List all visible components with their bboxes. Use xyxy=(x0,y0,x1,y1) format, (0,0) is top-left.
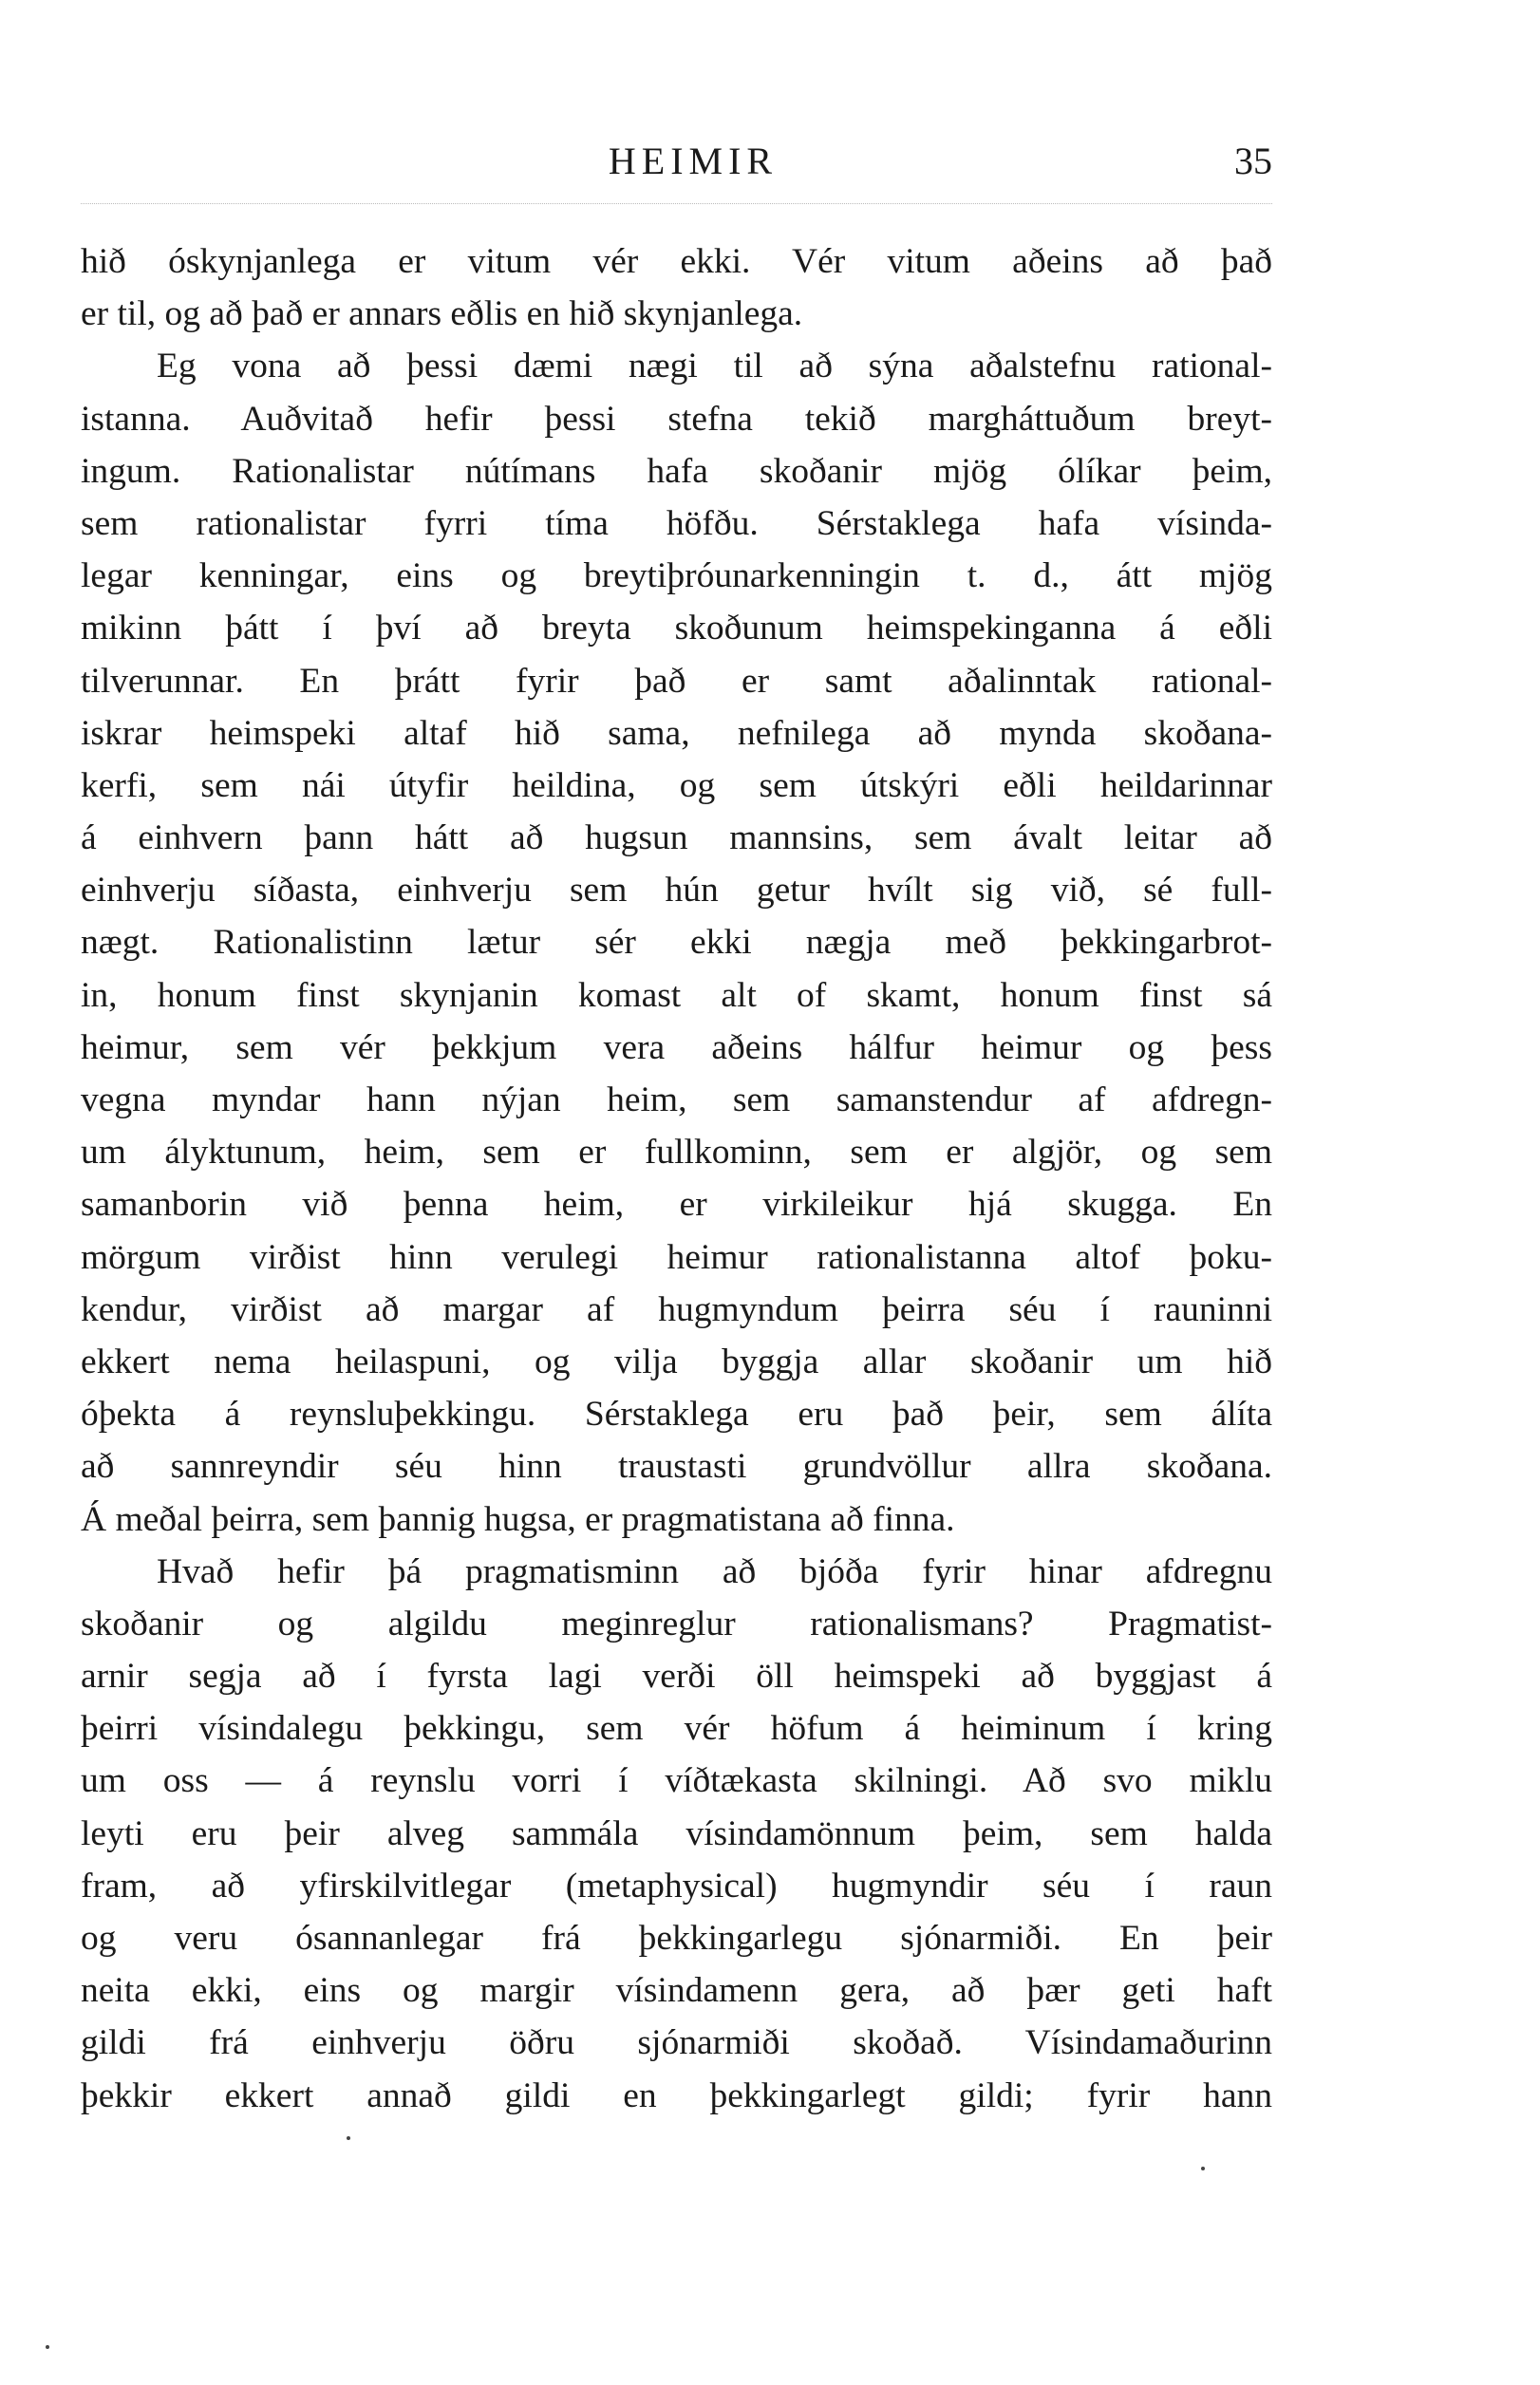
text-line: nægt. Rationalistinn lætur sér ekki nægja með þekkingarbrot- xyxy=(81,923,1272,963)
text-line: er til, og að það er annars eðlis en hið skynjanlega. xyxy=(81,294,803,334)
page-number: 35 xyxy=(1234,140,1272,182)
text-line: arnir segja að í fyrsta lagi verði öll heimspeki að byggjast á xyxy=(81,1657,1272,1697)
text-line: Eg vona að þessi dæmi nægi til að sýna aðalstefnu rational- xyxy=(157,347,1272,386)
text-line: tilverunnar. En þrátt fyrir það er samt aðalinntak rational- xyxy=(81,661,1272,701)
text-line: Hvað hefir þá pragmatisminn að bjóða fyrir hinar afdregnu xyxy=(157,1551,1272,1591)
text-line: þekkir ekkert annað gildi en þekkingarlegt gildi; fyrir hann xyxy=(81,2075,1272,2115)
text-line: samanborin við þenna heim, er virkileikur hjá skugga. En xyxy=(81,1185,1272,1225)
running-head xyxy=(0,133,1540,190)
text-line: á einhvern þann hátt að hugsun mannsins, sem ávalt leitar að xyxy=(81,818,1272,858)
text-line: sem rationalistar fyrri tíma höfðu. Sérstaklega hafa vísinda- xyxy=(81,503,1272,543)
text-line: kendur, virðist að margar af hugmyndum þeirra séu í rauninni xyxy=(81,1289,1272,1329)
text-line: kerfi, sem nái útyfir heildina, og sem útskýri eðli heildarinnar xyxy=(81,765,1272,805)
header-rule xyxy=(81,203,1272,204)
text-line: um oss — á reynslu vorri í víðtækasta skilningi. Að svo miklu xyxy=(81,1761,1272,1801)
text-line: hið óskynjanlega er vitum vér ekki. Vér vitum aðeins að það xyxy=(81,242,1272,281)
running-title: HEIMIR xyxy=(608,140,779,182)
text-line: skoðanir og algildu meginreglur rationalismans? Pragmatist- xyxy=(81,1604,1272,1643)
body-text xyxy=(81,235,1272,2122)
text-line: iskrar heimspeki altaf hið sama, nefnilega að mynda skoðana- xyxy=(81,713,1272,753)
text-line: Á meðal þeirra, sem þannig hugsa, er pragmatistana að finna. xyxy=(81,1499,955,1539)
text-line: og veru ósannanlegar frá þekkingarlegu sjónarmiði. En þeir xyxy=(81,1919,1272,1958)
text-line: þeirri vísindalegu þekkingu, sem vér höfum á heiminum í kring xyxy=(81,1709,1272,1749)
text-line: neita ekki, eins og margir vísindamenn gera, að þær geti haft xyxy=(81,1971,1272,2011)
text-line: leyti eru þeir alveg sammála vísindamönnum þeim, sem halda xyxy=(81,1813,1272,1853)
print-speck xyxy=(1201,2167,1205,2170)
text-line: einhverju síðasta, einhverju sem hún getur hvílt sig við, sé full- xyxy=(81,871,1272,911)
print-speck xyxy=(46,2345,49,2349)
text-line: ekkert nema heilaspuni, og vilja byggja allar skoðanir um hið xyxy=(81,1342,1272,1381)
text-line: óþekta á reynsluþekkingu. Sérstaklega eru það þeir, sem álíta xyxy=(81,1395,1272,1435)
text-line: mörgum virðist hinn verulegi heimur rationalistanna altof þoku- xyxy=(81,1237,1272,1277)
print-speck xyxy=(347,2136,350,2140)
text-line: mikinn þátt í því að breyta skoðunum heimspekinganna á eðli xyxy=(81,609,1272,648)
text-line: gildi frá einhverju öðru sjónarmiði skoðað. Vísindamaðurinn xyxy=(81,2023,1272,2063)
text-line: in, honum finst skynjanin komast alt of skamt, honum finst sá xyxy=(81,975,1272,1015)
text-line: legar kenningar, eins og breytiþróunarkenningin t. d., átt mjög xyxy=(81,556,1272,596)
text-line: ingum. Rationalistar nútímans hafa skoðanir mjög ólíkar þeim, xyxy=(81,451,1272,491)
text-line: heimur, sem vér þekkjum vera aðeins hálfur heimur og þess xyxy=(81,1027,1272,1067)
text-line: vegna myndar hann nýjan heim, sem samanstendur af afdregn- xyxy=(81,1080,1272,1119)
text-line: istanna. Auðvitað hefir þessi stefna tekið margháttuðum breyt- xyxy=(81,399,1272,439)
text-line: að sannreyndir séu hinn traustasti grundvöllur allra skoðana. xyxy=(81,1447,1272,1487)
text-line: um ályktunum, heim, sem er fullkominn, sem er algjör, og sem xyxy=(81,1133,1272,1173)
text-line: fram, að yfirskilvitlegar (metaphysical) hugmyndir séu í raun xyxy=(81,1866,1272,1906)
